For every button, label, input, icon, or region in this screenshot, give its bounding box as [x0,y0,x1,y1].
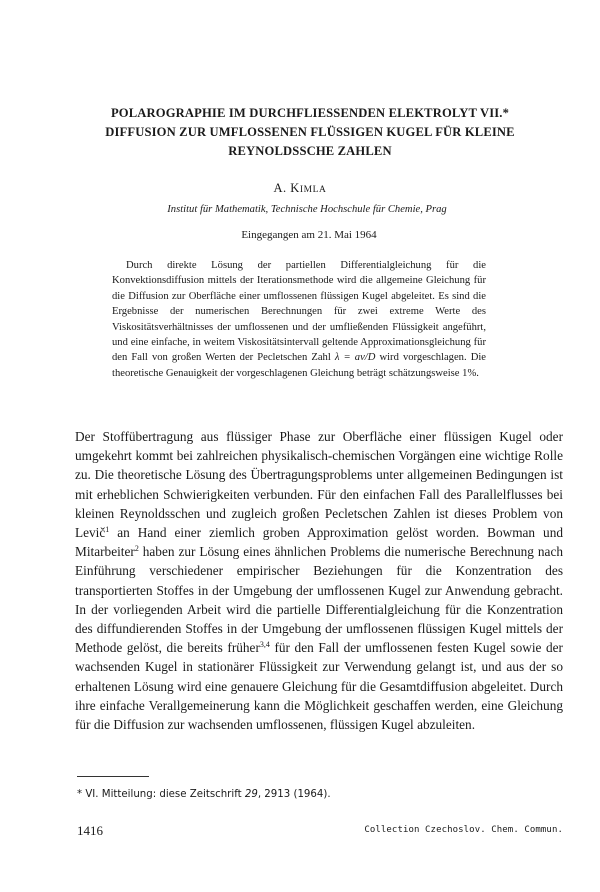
footnote [77,789,537,800]
footnote-text-1: VI. Mitteilung: diese Zeitschrift [82,789,245,800]
footnote-volume: 29 [244,789,258,800]
title-line-2: DIFFUSION ZUR UMFLOSSENEN FLÜSSIGEN KUGEL FÜR KLEINE [105,125,515,139]
journal-name: Collection Czechoslov. Chem. Commun. [364,825,563,835]
citation-3-4: 3,4 [259,640,270,650]
footnote-marker: * [77,789,83,800]
author-initial: A. K [273,181,300,195]
affiliation: Institut für Mathematik, Technische Hochschule für Chemie, Prag [167,204,447,215]
body-text [75,427,563,734]
received-date: Eingegangen am 21. Mai 1964 [241,229,377,241]
abstract [112,258,486,381]
page-number: 1416 [77,823,103,838]
citation-1: 1 [105,525,110,535]
citation-2: 2 [134,544,139,554]
body-segment-3: haben zur Lösung eines ähnlichen Problems die numerische Berechnung nach Einführung verschiedener empirischer Beziehungen für die Konzentration des transportierten Stoffes in der Umgebung der umflossenen Kugel zur Anwendung gebracht. In der vorliegenden Arbeit wird die partielle Differentialgleichung für die Konzentration des diffundierenden Stoffes in der Umgebung der umflossenen flüssigen Kugel mittels der Methode gelöst, die bereits früher [75,544,563,656]
author [0,181,600,196]
title-line-1: POLAROGRAPHIE IM DURCHFLIESSENDEN ELEKTROLYT VII.* [110,106,510,120]
abstract-text-1: Durch direkte Lösung der partiellen Differentialgleichung für die Konvektionsdiffusion mittels der Iterationsmethode wird die allgemeine Gleichung für die Diffusion zur Oberfläche einer umflossenen flüssigen Kugel abgeleitet. Es sind die Ergebnisse der numerischen Berechnungen für zwei extreme Werte des Viskositätsverhältnisses der umflossenen und der umfließenden Flüssigkeit angeführt, und eine einfache, in weitem Viskositätsintervall geltende Approximationsgleichung für den Fall von großen Werten der Pecletschen Zahl [112,260,486,364]
footnote-text-2: , 2913 (1964). [257,789,331,800]
body-segment-2: an Hand einer ziemlich groben Approximation gelöst worden. Bowman und Mitarbeiter [75,525,563,560]
author-surname: IMLA [299,185,327,195]
body-paragraph [75,427,563,734]
footnote-rule [77,776,149,777]
abstract-text-2: wird vorgeschlagen. Die theoretische Genauigkeit der vorgeschlagenen Gleichung beträgt schätzungsweise 1%. [112,352,486,379]
paper-title [60,104,560,161]
title-line-3: REYNOLDSSCHE ZAHLEN [228,144,392,158]
abstract-paragraph [112,258,486,381]
body-segment-1: Der Stoffübertragung aus flüssiger Phase zur Oberfläche einer flüssigen Kugel oder umgekehrt kommt bei zahlreichen physikalisch-chemischen Vorgängen eine wichtige Rolle zu. Die theoretische Lösung des Übertragungsproblems unter allgemeinen Bedingungen ist mit erheblichen Schwierigkeiten verbunden. Für den einfachen Fall des Parallelflusses bei kleinen Reynoldsschen und zugleich großen Pecletschen Zahlen ist dieses Problem von Levič [75,429,563,541]
peclet-formula: λ = av/D [334,352,376,364]
body-segment-4: für den Fall der umflossenen festen Kugel sowie der wachsenden Kugel in stationärer Flüssigkeit zur Verwendung gelangt ist, und aus der so erhaltenen Lösung wird eine genauere Gleichung für die Gesamtdiffusion abgeleitet. Durch ihre einfache Verallgemeinerung kann die Möglichkeit geschaffen werden, eine Gleichung für die Diffusion zur wachsenden umflossenen, flüssigen Kugel abzuleiten. [75,640,563,733]
